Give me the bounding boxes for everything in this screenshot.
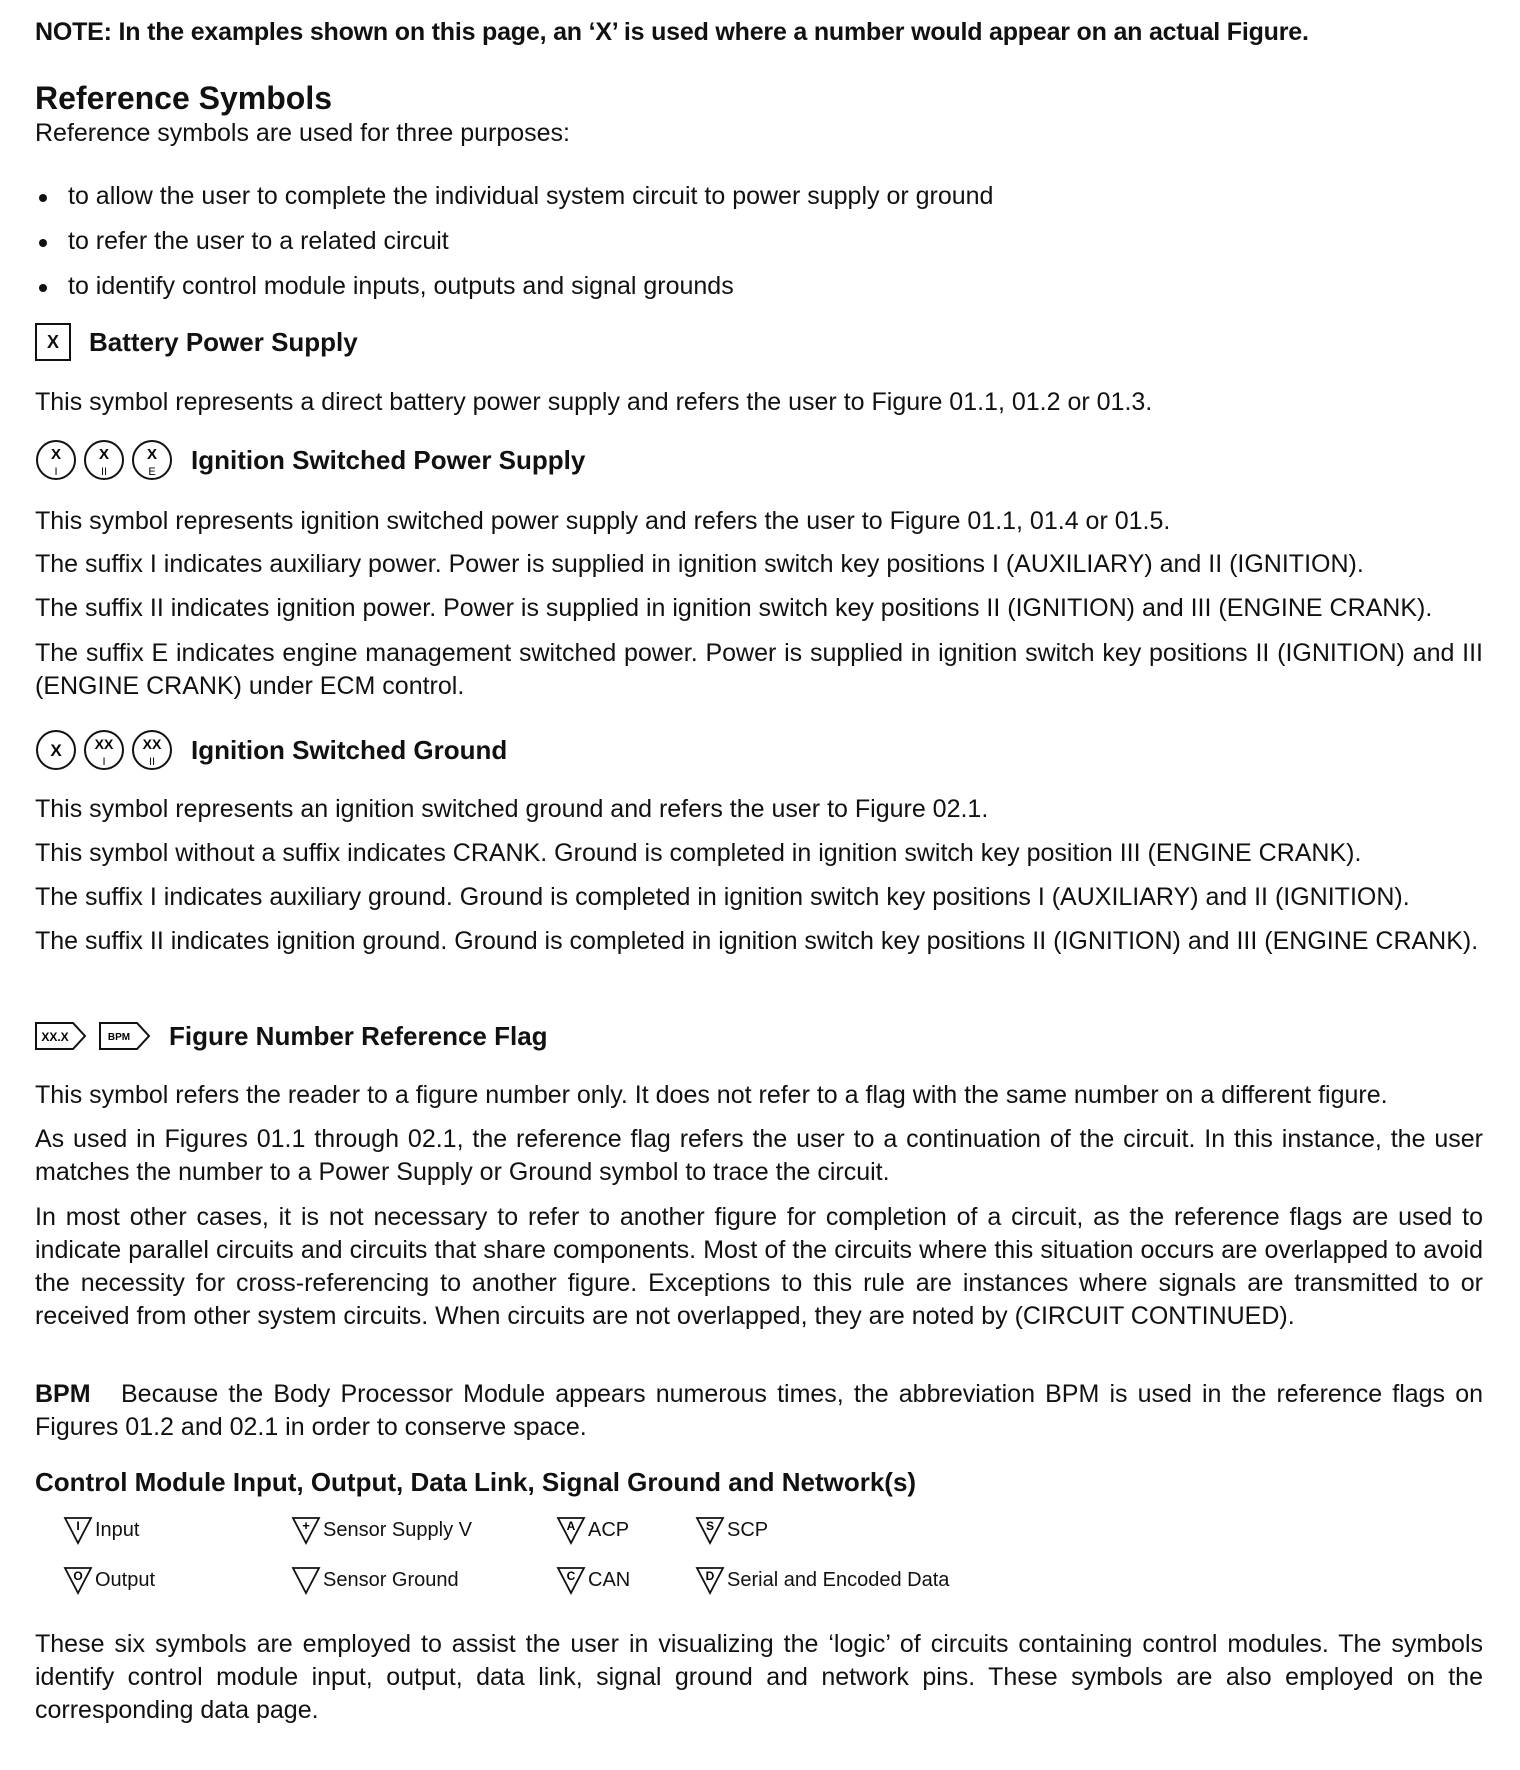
flag-heading xyxy=(35,1012,548,1060)
legend-label: Output xyxy=(95,1568,156,1591)
ign-power-symbol-ii xyxy=(83,439,125,481)
ign-ground-symbol-crank xyxy=(35,729,77,771)
legend-sensor-supply xyxy=(291,1515,472,1545)
legend-serial-data xyxy=(695,1565,949,1595)
ign-power-text-2: The suffix I indicates auxiliary power. Power is supplied in ignition switch key positions I (AUXILIARY) and II (IGNITION). xyxy=(35,550,1364,578)
flag-symbol-number xyxy=(35,1020,87,1052)
ign-ground-text-1: This symbol represents an ignition switched ground and refers the user to Figure 02.1. xyxy=(35,795,989,823)
list-item: to allow the user to complete the individual system circuit to power supply or ground xyxy=(35,174,993,219)
svg-text:O: O xyxy=(73,1569,83,1583)
legend-label: Input xyxy=(95,1518,140,1541)
output-symbol-icon xyxy=(63,1565,93,1595)
ign-ground-text-3: The suffix I indicates auxiliary ground. Ground is completed in ignition switch key positions I (AUXILIARY) and II (IGNITION). xyxy=(35,883,1410,911)
legend-output xyxy=(63,1565,155,1595)
legend-acp xyxy=(556,1515,629,1545)
ign-power-symbol-e xyxy=(131,439,173,481)
svg-text:D: D xyxy=(705,1569,715,1583)
svg-text:I: I xyxy=(102,756,106,768)
legend-input xyxy=(63,1515,139,1545)
ign-power-title: Ignition Switched Power Supply xyxy=(191,444,586,475)
input-symbol-icon xyxy=(63,1515,93,1545)
scp-symbol-icon xyxy=(695,1515,725,1545)
control-text: These six symbols are employed to assist the user in visualizing the ‘logic’ of circuits containing control modules. The symbols identify control module input, output, data link, signal ground and network pins. These symbols are also employed on the corresponding data page. xyxy=(35,1630,1483,1724)
intro-text: Reference symbols are used for three purposes: xyxy=(35,119,570,147)
ign-power-text-4: The suffix E indicates engine management switched power. Power is supplied in ignition switch key positions II (IGNITION) and III (ENGINE CRANK) under ECM control. xyxy=(35,639,1483,700)
ign-ground-title: Ignition Switched Ground xyxy=(191,734,508,765)
bpm-paragraph xyxy=(35,1378,1483,1444)
svg-text:I: I xyxy=(54,466,58,478)
svg-text:X: X xyxy=(50,446,62,463)
legend-label: ACP xyxy=(588,1518,630,1541)
can-symbol-icon xyxy=(556,1565,586,1595)
svg-text:BPM: BPM xyxy=(107,1032,131,1043)
svg-text:S: S xyxy=(705,1519,715,1533)
flag-text-3: In most other cases, it is not necessary to refer to another figure for completion of a circuit, as the reference flags are used to indicate parallel circuits and circuits that share components. Most of the circuits where this situation occurs are overlapped to avoid the necessity for cross-referencing to another figure. Exceptions to this rule are instances where signals are transmitted to or received from other system circuits. When circuits are not overlapped, they are noted by (CIRCUIT CONTINUED). xyxy=(35,1203,1483,1330)
legend-label: Serial and Encoded Data xyxy=(727,1568,950,1591)
legend-label: SCP xyxy=(727,1518,769,1541)
svg-text:II: II xyxy=(100,466,108,478)
ign-ground-symbol-ii xyxy=(131,729,173,771)
svg-text:X: X xyxy=(50,741,62,760)
flag-symbols xyxy=(35,1020,151,1052)
ign-ground-symbol-i xyxy=(83,729,125,771)
bpm-text: Because the Body Processor Module appears numerous times, the abbreviation BPM is used in the reference flags on Figures 01.2 and 02.1 in order to conserve space. xyxy=(35,1380,1483,1441)
ign-ground-symbols xyxy=(35,729,173,771)
control-symbol-legend xyxy=(63,1515,1063,1615)
legend-sensor-ground xyxy=(291,1565,459,1595)
note: NOTE: In the examples shown on this page, an ‘X’ is used where a number would appear on an actual Figure. xyxy=(35,18,1309,46)
svg-text:XX: XX xyxy=(142,736,162,752)
legend-scp xyxy=(695,1515,768,1545)
ign-ground-text-4: The suffix II indicates ignition ground. Ground is completed in ignition switch key positions II (IGNITION) and III (ENGINE CRANK). xyxy=(35,927,1479,955)
svg-text:XX: XX xyxy=(94,736,114,752)
page-title: Reference Symbols xyxy=(35,80,333,116)
purpose-list xyxy=(35,174,993,309)
svg-text:+: + xyxy=(302,1518,310,1533)
flag-symbol-bpm xyxy=(99,1020,151,1052)
battery-symbol: X xyxy=(35,323,71,361)
svg-text:XX.X: XX.X xyxy=(41,1030,69,1044)
flag-title: Figure Number Reference Flag xyxy=(169,1020,548,1051)
legend-label: CAN xyxy=(588,1568,631,1591)
battery-text: This symbol represents a direct battery power supply and refers the user to Figure 01.1, 01.2 or 01.3. xyxy=(35,388,1153,416)
list-item: to identify control module inputs, outputs and signal grounds xyxy=(35,264,993,309)
list-item: to refer the user to a related circuit xyxy=(35,219,993,264)
acp-symbol-icon xyxy=(556,1515,586,1545)
battery-title: Battery Power Supply xyxy=(89,326,358,357)
ign-power-text-1: This symbol represents ignition switched power supply and refers the user to Figure 01.1, 01.4 or 01.5. xyxy=(35,507,1171,535)
ign-power-text-3: The suffix II indicates ignition power. Power is supplied in ignition switch key positions II (IGNITION) and III (ENGINE CRANK). xyxy=(35,594,1433,622)
sensor-ground-symbol-icon xyxy=(291,1565,321,1595)
svg-text:C: C xyxy=(566,1569,576,1583)
ign-power-symbols xyxy=(35,439,173,481)
flag-text-1: This symbol refers the reader to a figure number only. It does not refer to a flag with the same number on a different figure. xyxy=(35,1081,1388,1109)
svg-text:X: X xyxy=(98,446,110,463)
ign-power-heading xyxy=(35,436,585,484)
svg-text:E: E xyxy=(148,466,156,478)
svg-text:II: II xyxy=(148,756,156,768)
legend-label: Sensor Supply V xyxy=(323,1518,472,1541)
ign-power-symbol-i xyxy=(35,439,77,481)
control-title: Control Module Input, Output, Data Link, Signal Ground and Network(s) xyxy=(35,1467,917,1497)
serial-data-symbol-icon xyxy=(695,1565,725,1595)
flag-text-2: As used in Figures 01.1 through 02.1, the reference flag refers the user to a continuation of the circuit. In this instance, the user matches the number to a Power Supply or Ground symbol to trace the circuit. xyxy=(35,1125,1483,1186)
svg-text:A: A xyxy=(566,1519,576,1533)
legend-can xyxy=(556,1565,630,1595)
svg-text:I: I xyxy=(76,1519,80,1533)
bpm-label: BPM xyxy=(35,1380,91,1408)
ign-ground-text-2: This symbol without a suffix indicates CRANK. Ground is completed in ignition switch key position III (ENGINE CRANK). xyxy=(35,839,1362,867)
svg-text:X: X xyxy=(146,446,158,463)
sensor-supply-symbol-icon xyxy=(291,1515,321,1545)
legend-label: Sensor Ground xyxy=(323,1568,459,1591)
ign-ground-heading xyxy=(35,726,507,774)
battery-heading xyxy=(35,318,358,366)
